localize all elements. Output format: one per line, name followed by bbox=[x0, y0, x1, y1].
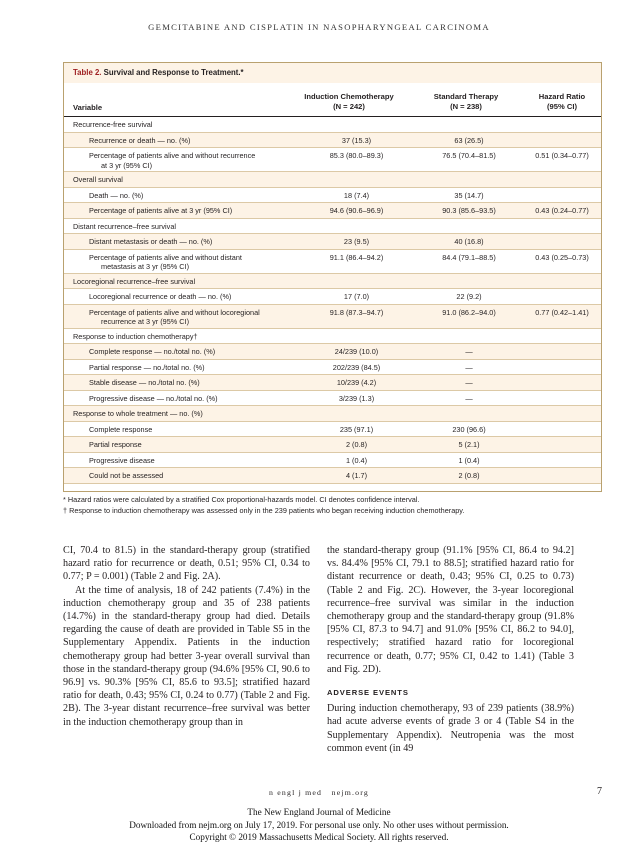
cell-induction: 2 (0.8) bbox=[345, 440, 368, 449]
cell-induction: 94.6 (90.6–96.9) bbox=[329, 206, 384, 215]
paragraph: the standard-therapy group (91.1% [95% CI, 86.4 to 94.2] vs. 84.4% [95% CI, 79.1 to 88.5]; stratified hazard ratio for distant recurrence or death, 0.43; 95% CI, 0.25 to 0.73) (Table 2 and Fig. 2C). However, the 3-year locoregional recurrence–free survival was similar in the induction chemotherapy group and the standard-therapy group (91.8% [95% CI, 87.3 to 94.7] and 91.0% [95% CI, 86.2 to 94.0], respectively; stratified hazard ratio for locoregional recurrence or death, 0.77; 95% CI, 0.42 to 1.41) (Table 3 and Fig. 2D). bbox=[327, 545, 574, 675]
cell-hazard-ratio: 0.43 (0.24–0.77) bbox=[535, 206, 589, 215]
table-row bbox=[64, 344, 601, 360]
cell-standard: 22 (9.2) bbox=[456, 292, 482, 301]
row-label-text: Partial response bbox=[89, 440, 142, 449]
table-row bbox=[64, 289, 601, 305]
table-section-row bbox=[64, 406, 601, 422]
copyright-line: The New England Journal of Medicine bbox=[247, 807, 391, 817]
table-row bbox=[64, 422, 601, 438]
header-induction-name: Induction Chemotherapy bbox=[304, 92, 394, 101]
cell-induction: 1 (0.4) bbox=[345, 455, 368, 465]
cell-standard: — bbox=[465, 378, 473, 387]
row-label bbox=[89, 425, 304, 435]
table-row bbox=[64, 437, 601, 453]
row-label-text: Locoregional recurrence–free survival bbox=[73, 276, 196, 286]
paragraph: At the time of analysis, 18 of 242 patients (7.4%) in the induction chemotherapy group and 35 of 238 patients (14.7%) in the standard-therapy group had died. Details regarding the cause of death are provided in Table S5 in the Supplementary Appendix. Patients in the induction chemotherapy group had better 3-year overall survival than those in the standard-therapy group (94.6% [95% CI, 90.6 to 96.9] vs. 90.3% [95% CI, 85.6 to 93.5]; stratified hazard ratio for death, 0.43; 95% CI, 0.24 to 0.77) (Table 2 and Fig. 2B). The 3-year distant recurrence–free survival was better in the induction chemotherapy group than in bbox=[63, 584, 310, 728]
table-row bbox=[64, 203, 601, 219]
cell-induction: 85.3 (80.0–89.3) bbox=[329, 151, 384, 160]
table-row bbox=[64, 360, 601, 376]
cell-standard: — bbox=[465, 393, 473, 403]
row-label bbox=[73, 120, 152, 130]
header-standard-n: (N = 238) bbox=[450, 102, 482, 111]
journal-footer: n engl j med nejm.org bbox=[269, 788, 369, 797]
row-label-text: Recurrence-free survival bbox=[73, 120, 153, 129]
row-label bbox=[89, 253, 304, 272]
row-label-text: Stable disease — no./total no. (%) bbox=[89, 378, 200, 387]
row-label bbox=[89, 151, 304, 170]
copyright-line: Downloaded from nejm.org on July 17, 2019. For personal use only. No other uses without permission. bbox=[129, 819, 509, 830]
row-label-text: Could not be assessed bbox=[89, 471, 164, 480]
row-label bbox=[89, 456, 304, 466]
table-row bbox=[64, 148, 601, 172]
cell-induction: 235 (97.1) bbox=[339, 424, 374, 434]
table-caption: Survival and Response to Treatment.* bbox=[103, 68, 244, 77]
row-label-text: Percentage of patients alive and without recurrence bbox=[89, 151, 256, 160]
cell-standard: 1 (0.4) bbox=[458, 455, 480, 465]
copyright-notice bbox=[0, 806, 638, 844]
header-hazard bbox=[522, 92, 602, 112]
row-label-continued: at 3 yr (95% CI) bbox=[101, 160, 153, 170]
cell-standard: — bbox=[465, 362, 473, 372]
row-label-text: Response to whole treatment — no. (%) bbox=[73, 409, 203, 418]
table-row bbox=[64, 250, 601, 274]
row-label-text: Percentage of patients alive and without locoregional bbox=[89, 307, 260, 317]
cell-hazard-ratio: 0.43 (0.25–0.73) bbox=[535, 252, 589, 262]
row-label bbox=[89, 378, 304, 388]
row-label bbox=[89, 191, 304, 201]
cell-standard: 84.4 (79.1–88.5) bbox=[442, 252, 496, 262]
cell-induction: 23 (9.5) bbox=[343, 237, 370, 246]
cell-standard: — bbox=[465, 347, 473, 356]
paragraph: During induction chemotherapy, 93 of 239 patients (38.9%) had acute adverse events of grade 3 or 4 (Table S4 in the Supplementary Appendix). Neutropenia was the most common event (in 49 bbox=[327, 703, 574, 754]
table-section-row bbox=[64, 329, 601, 345]
section-heading: ADVERSE EVENTS bbox=[327, 688, 409, 698]
cell-induction: 202/239 (84.5) bbox=[332, 362, 381, 372]
cell-induction: 37 (15.3) bbox=[341, 135, 372, 145]
row-label bbox=[89, 440, 304, 450]
row-label bbox=[73, 277, 195, 287]
row-label bbox=[89, 206, 304, 216]
row-label bbox=[73, 409, 203, 419]
table-section-row bbox=[64, 274, 601, 290]
table-body bbox=[64, 117, 601, 484]
row-label-text: Complete response — no./total no. (%) bbox=[89, 347, 216, 356]
table-section-row bbox=[64, 219, 601, 235]
row-label bbox=[89, 136, 304, 146]
table-row bbox=[64, 305, 601, 329]
cell-induction: 91.8 (87.3–94.7) bbox=[329, 307, 384, 317]
row-label bbox=[89, 347, 304, 357]
cell-hazard-ratio: 0.77 (0.42–1.41) bbox=[535, 307, 589, 317]
cell-induction: 17 (7.0) bbox=[343, 292, 370, 301]
header-hazard-ci: (95% CI) bbox=[547, 102, 577, 111]
row-label-text: Death — no. (%) bbox=[89, 190, 144, 200]
row-label-text: Distant metastasis or death — no. (%) bbox=[89, 237, 213, 246]
row-label bbox=[89, 363, 304, 373]
paragraph: CI, 70.4 to 81.5) in the standard-therapy group (stratified hazard ratio for recurrence or death, 0.51; 95% CI, 0.34 to 0.77; P = 0.001) (Table 2 and Fig. 2A). bbox=[63, 545, 310, 583]
cell-standard: 2 (0.8) bbox=[458, 471, 480, 480]
row-label bbox=[89, 308, 304, 327]
table-row bbox=[64, 391, 601, 407]
table-row bbox=[64, 133, 601, 149]
row-label bbox=[73, 332, 198, 342]
row-label-text: Complete response bbox=[89, 424, 153, 434]
row-label-text: Locoregional recurrence or death — no. (%) bbox=[89, 292, 232, 301]
header-variable: Variable bbox=[73, 103, 103, 112]
page-number: 7 bbox=[597, 786, 602, 797]
cell-standard: 230 (96.6) bbox=[452, 424, 486, 434]
cell-standard: 91.0 (86.2–94.0) bbox=[442, 307, 496, 317]
row-label-text: Distant recurrence–free survival bbox=[73, 221, 177, 231]
row-label-text: Partial response — no./total no. (%) bbox=[89, 362, 205, 372]
header-standard-name: Standard Therapy bbox=[433, 92, 499, 101]
row-label bbox=[89, 394, 304, 404]
row-label-continued: metastasis at 3 yr (95% CI) bbox=[101, 262, 189, 271]
table-section-row bbox=[64, 172, 601, 188]
row-label bbox=[89, 237, 304, 247]
cell-induction: 4 (1.7) bbox=[345, 471, 368, 480]
cell-induction: 3/239 (1.3) bbox=[338, 393, 375, 403]
table-header bbox=[64, 83, 601, 117]
cell-standard: 40 (16.8) bbox=[454, 237, 484, 246]
table-row bbox=[64, 188, 601, 204]
row-label-text: Recurrence or death — no. (%) bbox=[89, 135, 191, 145]
header-induction-n: (N = 242) bbox=[333, 102, 365, 111]
row-label bbox=[89, 471, 304, 481]
table-2 bbox=[63, 62, 602, 492]
footnote-2: † Response to induction chemotherapy was assessed only in the 239 patients who began receiving induction chemotherapy. bbox=[63, 506, 465, 515]
cell-standard: 76.5 (70.4–81.5) bbox=[442, 151, 496, 160]
row-label bbox=[89, 292, 304, 302]
row-label-text: Progressive disease — no./total no. (%) bbox=[89, 393, 218, 403]
cell-induction: 91.1 (86.4–94.2) bbox=[329, 252, 384, 262]
body-column-left bbox=[63, 544, 310, 729]
body-column-right bbox=[327, 544, 574, 755]
cell-induction: 18 (7.4) bbox=[343, 190, 370, 200]
row-label-text: Response to induction chemotherapy† bbox=[73, 331, 198, 341]
header-standard bbox=[391, 92, 541, 112]
running-head: GEMCITABINE AND CISPLATIN IN NASOPHARYNGEAL CARCINOMA bbox=[148, 22, 490, 32]
table-section-row bbox=[64, 117, 601, 133]
table-footnotes bbox=[63, 494, 623, 516]
row-label-text: Percentage of patients alive and without distant bbox=[89, 252, 242, 262]
cell-standard: 63 (26.5) bbox=[454, 135, 484, 145]
cell-standard: 5 (2.1) bbox=[458, 440, 480, 449]
cell-hazard-ratio: 0.51 (0.34–0.77) bbox=[535, 151, 589, 160]
table-row bbox=[64, 375, 601, 391]
table-number: Table 2. bbox=[73, 68, 102, 77]
cell-standard: 90.3 (85.6–93.5) bbox=[442, 206, 496, 215]
cell-induction: 10/239 (4.2) bbox=[336, 378, 377, 387]
row-label-continued: recurrence at 3 yr (95% CI) bbox=[101, 317, 189, 326]
table-title bbox=[64, 63, 601, 83]
table-row bbox=[64, 234, 601, 250]
cell-standard: 35 (14.7) bbox=[454, 190, 484, 200]
row-label-text: Overall survival bbox=[73, 175, 123, 184]
header-hazard-name: Hazard Ratio bbox=[538, 92, 586, 101]
cell-induction: 24/239 (10.0) bbox=[334, 347, 379, 356]
table-row bbox=[64, 453, 601, 469]
row-label-text: Percentage of patients alive at 3 yr (95% CI) bbox=[89, 206, 233, 215]
row-label-text: Progressive disease bbox=[89, 455, 155, 465]
footnote-1: * Hazard ratios were calculated by a stratified Cox proportional-hazards model. CI denotes confidence interval. bbox=[63, 495, 420, 504]
row-label bbox=[73, 175, 123, 185]
copyright-line: Copyright © 2019 Massachusetts Medical Society. All rights reserved. bbox=[189, 832, 449, 842]
table-row bbox=[64, 468, 601, 484]
row-label bbox=[73, 222, 176, 232]
